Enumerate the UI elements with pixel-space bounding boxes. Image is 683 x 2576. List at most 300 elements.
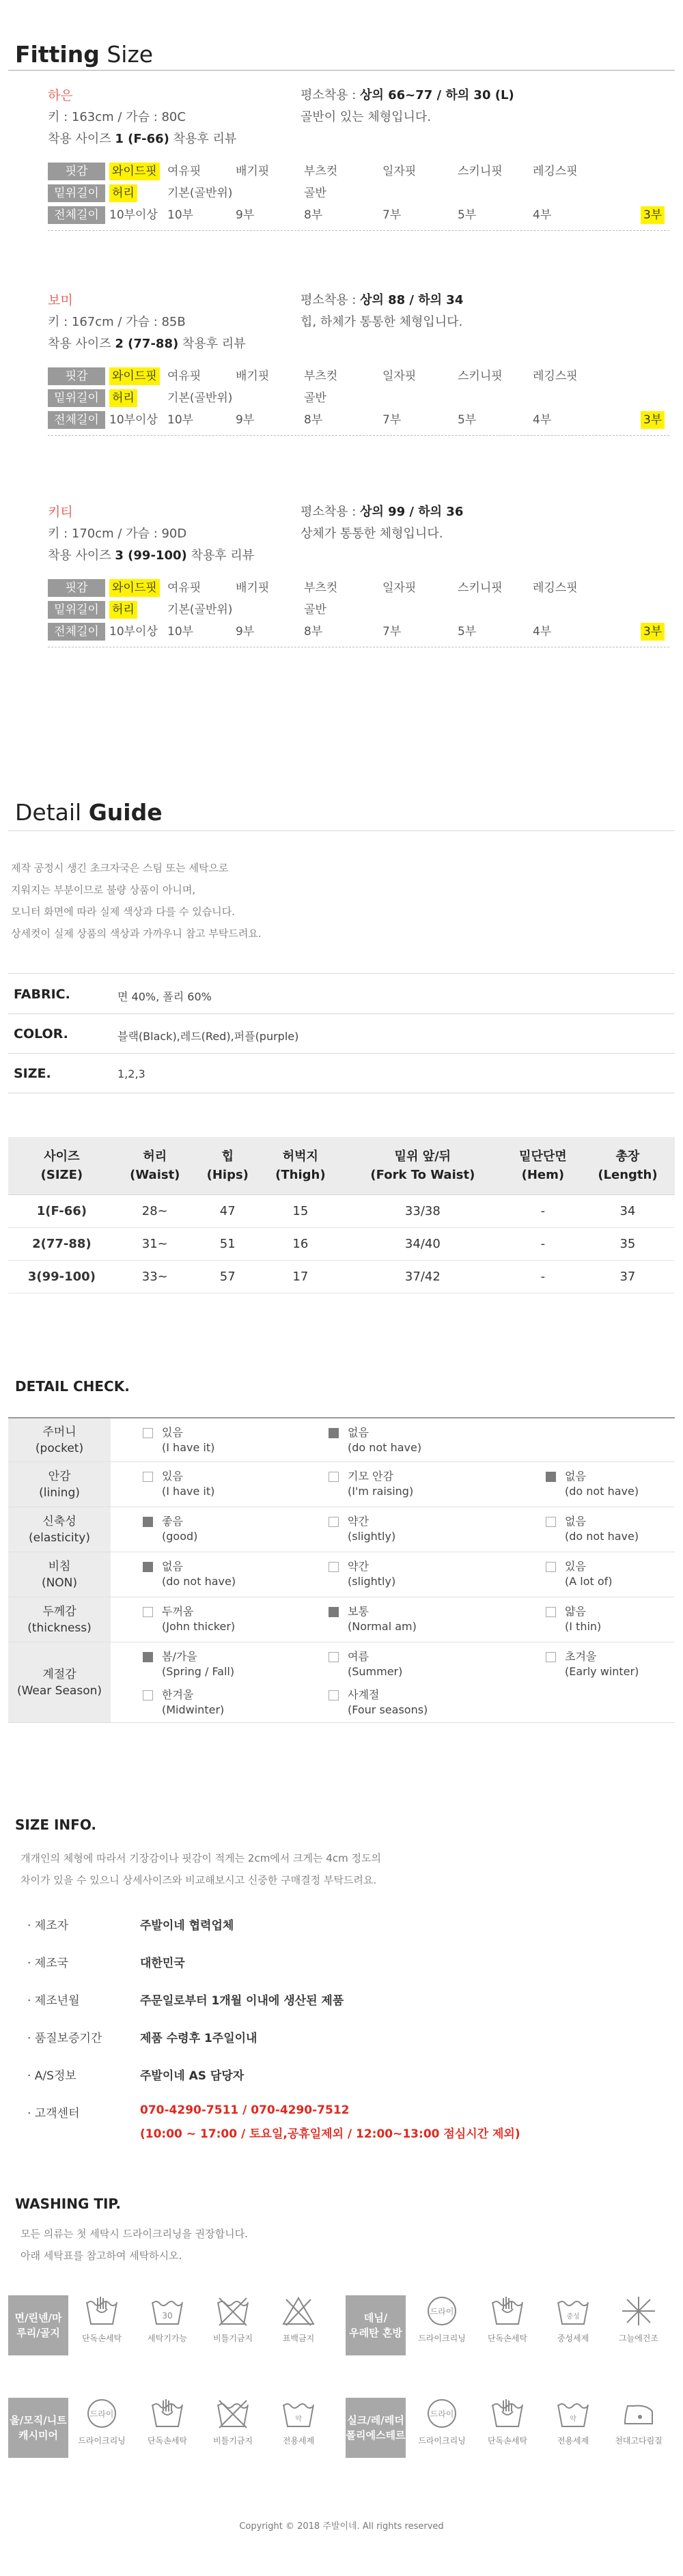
fit-option: 8부 — [304, 625, 323, 639]
check-option — [162, 1604, 235, 1634]
fit-option: 일자핏 — [382, 369, 417, 383]
label-text — [42, 1558, 77, 1591]
check-row-label — [8, 1642, 111, 1722]
option-ko: 없음 — [565, 1515, 586, 1528]
check-option — [348, 1425, 421, 1455]
fit-option: 3부 — [641, 206, 665, 224]
size-table-header — [8, 1137, 115, 1194]
hand-wash-icon — [137, 2396, 198, 2431]
option-en: (good) — [162, 1530, 198, 1543]
length-row — [48, 623, 663, 643]
size-table-cell: 17 — [261, 1260, 340, 1293]
fit-option: 골반 — [304, 603, 326, 617]
fit-option: 10부 — [167, 208, 194, 222]
option-en: (Summer) — [348, 1665, 403, 1678]
info-key: · 제조자 — [27, 1919, 69, 1933]
wear-suffix: 착용후 리뷰 — [169, 132, 237, 146]
size-table-cell: 57 — [195, 1260, 261, 1293]
shade-dry-icon — [608, 2294, 669, 2328]
size-table-cell: - — [505, 1194, 581, 1227]
size-table-cell: 33~ — [115, 1260, 195, 1293]
option-ko: 있음 — [162, 1470, 183, 1483]
unchecked-box-icon — [143, 1607, 153, 1617]
fabric-label-text — [15, 2310, 62, 2340]
usual-size: 상의 66~77 / 하의 30 (L) — [360, 88, 514, 102]
row-label-tag: 핏감 — [48, 163, 105, 180]
fit-option: 기본(골반위) — [167, 391, 233, 405]
check-option — [565, 1604, 601, 1634]
wear-suffix: 착용후 리뷰 — [186, 548, 255, 563]
fitting-model-block — [0, 85, 683, 290]
fabric-line: 폴리에스테르 — [346, 2429, 406, 2441]
fit-option: 골반 — [304, 186, 326, 200]
washing-tip-title: WASHING TIP. — [15, 2196, 122, 2212]
hand-wash-icon — [477, 2396, 538, 2431]
detail-check-title: DETAIL CHECK. — [15, 1378, 130, 1395]
size-table-cell: 33/38 — [340, 1194, 505, 1227]
option-ko: 두꺼움 — [162, 1605, 194, 1618]
size-table-header — [581, 1137, 675, 1194]
model-wear-size — [48, 334, 246, 352]
care-symbol — [477, 2294, 538, 2344]
row-label-tag: 밑위길이 — [48, 389, 105, 407]
care-symbol — [202, 2396, 264, 2446]
care-caption: 드라이크리닝 — [418, 2334, 466, 2343]
label-text — [29, 1513, 90, 1546]
size-table-header — [115, 1137, 195, 1194]
fit-option: 4부 — [533, 413, 552, 427]
size-table-cell: 15 — [261, 1194, 340, 1227]
header-en: (SIZE) — [40, 1167, 83, 1182]
option-ko: 좋음 — [162, 1515, 183, 1528]
detail-note: 제작 공정시 생긴 초크자국은 스팀 또는 세탁으로 — [11, 862, 229, 874]
option-ko: 여름 — [348, 1650, 369, 1663]
header-ko: 사이즈 — [44, 1149, 80, 1164]
wear-prefix: 착용 사이즈 — [48, 548, 115, 563]
detail-check-table — [8, 1417, 675, 1779]
row-label-tag: 전체길이 — [48, 206, 105, 224]
option-en: (Spring / Fall) — [162, 1665, 235, 1678]
fabric-label — [346, 2295, 406, 2355]
care-caption: 드라이크리닝 — [418, 2436, 466, 2446]
option-en: (Four seasons) — [348, 1703, 428, 1716]
size-table-header — [195, 1137, 261, 1194]
option-ko: 기모 안감 — [348, 1470, 393, 1483]
care-symbol — [71, 2294, 133, 2344]
info-value: 주발이네 AS 담당자 — [140, 2069, 245, 2083]
spec-color — [8, 1014, 675, 1054]
option-ko: 약간 — [348, 1515, 369, 1528]
detail-check-row — [8, 1507, 675, 1552]
info-value: 제품 수령후 1주일이내 — [140, 2032, 257, 2045]
svg-text:드라이: 드라이 — [430, 2409, 454, 2419]
spec-size — [8, 1054, 675, 1093]
label-text — [17, 1666, 102, 1699]
wear-prefix: 착용 사이즈 — [48, 337, 115, 351]
dry-clean-icon — [71, 2396, 133, 2431]
header-ko: 힙 — [221, 1149, 234, 1164]
check-option — [162, 1559, 236, 1589]
unchecked-box-icon — [546, 1517, 556, 1527]
rise-row — [48, 184, 663, 205]
check-option — [348, 1469, 413, 1499]
washing-note: 아래 세탁표를 참고하여 세탁하시오. — [20, 2250, 182, 2262]
fit-option: 와이드핏 — [109, 163, 160, 180]
wear-size: 3 (99-100) — [115, 548, 187, 563]
fit-option: 허리 — [109, 184, 137, 202]
gentle-wash-icon — [268, 2396, 329, 2431]
fabric-line: 실크/레/레더 — [347, 2414, 404, 2426]
fitting-title-rule — [8, 70, 675, 71]
option-en: (I'm raising) — [348, 1485, 414, 1498]
fit-option: 10부이상 — [109, 208, 158, 222]
option-ko: 있음 — [565, 1560, 586, 1573]
unchecked-box-icon — [329, 1652, 339, 1662]
fitting-model-block — [0, 502, 683, 707]
size-table-cell: 37 — [581, 1260, 675, 1293]
fit-option: 4부 — [533, 625, 552, 639]
size-table-cell: 1(F-66) — [8, 1194, 115, 1227]
checked-box-icon — [143, 1562, 153, 1572]
care-caption: 비틀기금지 — [213, 2436, 253, 2446]
size-info-note: 차이가 있을 수 있으니 상세사이즈와 비교해보시고 신중한 구매결정 부탁드려요. — [20, 1874, 377, 1886]
care-caption: 전용세제 — [282, 2436, 315, 2446]
fit-option: 레깅스핏 — [533, 581, 578, 595]
svg-text:중성: 중성 — [566, 2313, 580, 2321]
fabric-line: 루리/골지 — [16, 2327, 60, 2339]
detail-check-row — [8, 1597, 675, 1642]
label-en: (lining) — [39, 1485, 80, 1500]
check-option — [162, 1688, 224, 1718]
info-key: · A/S정보 — [27, 2069, 76, 2083]
fit-option: 와이드핏 — [109, 579, 160, 597]
fit-option: 10부 — [167, 413, 194, 427]
copyright: Copyright © 2018 주발이네. All rights reserved — [239, 2521, 444, 2532]
svg-text:드라이: 드라이 — [430, 2307, 454, 2316]
header-ko: 밑단단면 — [519, 1149, 567, 1164]
option-ko: 없음 — [162, 1560, 183, 1573]
care-symbol — [542, 2396, 604, 2446]
label-en: (elasticity) — [29, 1530, 90, 1545]
unchecked-box-icon — [329, 1517, 339, 1527]
fit-option: 기본(골반위) — [167, 603, 233, 617]
fit-option: 레깅스핏 — [533, 369, 578, 383]
care-symbol — [477, 2396, 538, 2446]
option-en: (I thin) — [565, 1620, 602, 1633]
fit-option: 여유핏 — [167, 581, 201, 595]
fit-option: 배기핏 — [236, 369, 270, 383]
fit-row — [48, 163, 663, 183]
care-caption: 단독손세탁 — [488, 2334, 527, 2343]
checked-box-icon — [143, 1652, 153, 1662]
model-body-note: 상체가 통통한 체형입니다. — [301, 527, 443, 541]
label-ko: 주머니 — [42, 1425, 76, 1439]
fit-option: 스키니핏 — [458, 369, 503, 383]
unchecked-box-icon — [143, 1428, 153, 1438]
option-ko: 없음 — [565, 1470, 586, 1483]
fit-option: 7부 — [382, 625, 402, 639]
label-text — [36, 1424, 83, 1457]
fit-option: 9부 — [236, 208, 255, 222]
check-option — [348, 1604, 417, 1634]
dry-clean-icon — [411, 2396, 473, 2431]
model-name: 하은 — [48, 88, 73, 103]
label-text — [39, 1468, 80, 1501]
size-table-cell: 51 — [195, 1227, 261, 1260]
label-text — [27, 1604, 92, 1636]
unchecked-box-icon — [329, 1690, 339, 1700]
option-en: (I have it) — [162, 1485, 215, 1498]
spec-value: 블랙(Black),레드(Red),퍼플(purple) — [117, 1030, 299, 1043]
care-caption: 단독손세탁 — [148, 2436, 187, 2446]
label-ko: 계절감 — [42, 1667, 76, 1681]
care-caption: 드라이크리닝 — [78, 2436, 126, 2446]
spec-fabric — [8, 975, 675, 1014]
care-caption: 중성세제 — [557, 2334, 589, 2343]
size-info-notes — [20, 1847, 381, 1891]
option-en: (do not have) — [565, 1485, 639, 1498]
header-en: (Fork To Waist) — [370, 1167, 475, 1182]
machine-wash-icon — [137, 2294, 198, 2328]
usual-size: 상의 88 / 하의 34 — [360, 293, 464, 307]
size-table-cell: 37/42 — [340, 1260, 505, 1293]
label-ko: 두께감 — [42, 1604, 76, 1619]
detail-title: Detail Guide — [15, 799, 163, 826]
size-table-header — [261, 1137, 340, 1194]
label-en: (thickness) — [27, 1621, 92, 1635]
fit-option: 와이드핏 — [109, 367, 160, 385]
fit-option: 3부 — [641, 411, 665, 429]
care-caption: 비틀기금지 — [213, 2334, 253, 2343]
checked-box-icon — [546, 1472, 556, 1482]
svg-text:30: 30 — [162, 2311, 173, 2321]
fabric-label-text — [10, 2413, 66, 2443]
size-table-cell: - — [505, 1260, 581, 1293]
fit-option: 허리 — [109, 389, 137, 407]
header-ko: 허벅지 — [282, 1149, 318, 1164]
size-info-title: SIZE INFO. — [15, 1817, 96, 1833]
header-ko: 허리 — [143, 1149, 167, 1164]
info-key: · 제조년월 — [27, 1994, 80, 2008]
care-symbol — [411, 2294, 473, 2344]
check-option — [348, 1559, 395, 1589]
detail-check-row — [8, 1418, 675, 1462]
fit-option: 여유핏 — [167, 369, 201, 383]
check-option — [162, 1514, 197, 1544]
option-ko: 얇음 — [565, 1605, 586, 1618]
fit-option: 9부 — [236, 625, 255, 639]
size-table — [8, 1137, 675, 1293]
size-table-cell: 2(77-88) — [8, 1227, 115, 1260]
fit-option: 10부 — [167, 625, 194, 639]
svg-text:약: 약 — [570, 2416, 576, 2423]
phone-numbers: 070-4290-7511 / 070-4290-7512 — [140, 2103, 350, 2117]
fit-option: 부츠컷 — [304, 581, 338, 595]
fabric-label — [8, 2398, 68, 2458]
usual-prefix: 평소착용 : — [301, 505, 361, 519]
business-hours: (10:00 ~ 17:00 / 토요일,공휴일제외 / 12:00~13:00 점심시간 제외) — [140, 2127, 520, 2141]
care-caption: 세탁기가능 — [148, 2334, 187, 2343]
dotted-divider — [48, 230, 669, 231]
header-en: (Hips) — [206, 1167, 249, 1182]
washing-row — [8, 2387, 675, 2469]
check-row-label — [8, 1552, 111, 1597]
check-option — [162, 1425, 214, 1455]
option-en: (Midwinter) — [162, 1703, 225, 1716]
row-label-tag: 전체길이 — [48, 623, 105, 641]
option-en: (Early winter) — [565, 1665, 639, 1678]
fit-option: 7부 — [382, 413, 402, 427]
model-name: 보미 — [48, 293, 73, 308]
option-en: (Normal am) — [348, 1620, 417, 1633]
model-wear-size — [48, 546, 254, 563]
option-ko: 사계절 — [348, 1688, 380, 1701]
fit-option: 기본(골반위) — [167, 186, 233, 200]
row-label-tag: 밑위길이 — [48, 184, 105, 202]
header-ko: 총장 — [615, 1149, 640, 1164]
check-option — [162, 1469, 214, 1499]
size-table-cell: 35 — [581, 1227, 675, 1260]
fit-option: 골반 — [304, 391, 326, 405]
checked-box-icon — [143, 1517, 153, 1527]
row-label-tag: 전체길이 — [48, 411, 105, 429]
fabric-line: 울/모직/니트 — [10, 2414, 67, 2426]
size-table-header — [340, 1137, 505, 1194]
model-body-size: 키 : 170cm / 가슴 : 90D — [48, 527, 187, 541]
fit-option: 8부 — [304, 413, 323, 427]
wear-size: 1 (F-66) — [115, 132, 169, 146]
fabric-label-text — [346, 2413, 406, 2443]
size-table-row — [8, 1260, 675, 1293]
info-value: 주발이네 협력업체 — [140, 1919, 234, 1933]
size-table-cell: 34 — [581, 1194, 675, 1227]
care-symbol — [137, 2396, 198, 2446]
length-row — [48, 411, 663, 432]
header-en: (Waist) — [130, 1167, 180, 1182]
info-value: 대한민국 — [140, 1957, 185, 1970]
checked-box-icon — [329, 1428, 339, 1438]
model-body-size: 키 : 163cm / 가슴 : 80C — [48, 110, 186, 124]
option-ko: 있음 — [162, 1426, 183, 1439]
label-en: (NON) — [41, 1576, 78, 1590]
care-symbol — [202, 2294, 264, 2344]
fit-option: 부츠컷 — [304, 165, 338, 178]
fit-option: 허리 — [109, 601, 137, 619]
check-option — [565, 1469, 639, 1499]
label-ko: 비침 — [48, 1559, 71, 1573]
dry-clean-icon — [411, 2294, 473, 2328]
spec-value: 1,2,3 — [117, 1067, 145, 1080]
fitting-model-block — [0, 290, 683, 495]
care-symbol — [542, 2294, 604, 2344]
option-ko: 없음 — [348, 1426, 369, 1439]
fit-option: 일자핏 — [382, 581, 417, 595]
model-body-note: 골반이 있는 체형입니다. — [301, 110, 432, 124]
care-symbol — [268, 2396, 329, 2446]
model-name: 키티 — [48, 505, 73, 520]
size-table-cell: 31~ — [115, 1227, 195, 1260]
wear-size: 2 (77-88) — [115, 337, 179, 351]
header-en: (Hem) — [521, 1167, 565, 1182]
option-ko: 약간 — [348, 1560, 369, 1573]
checked-box-icon — [329, 1607, 339, 1617]
label-ko: 안감 — [48, 1469, 71, 1483]
option-en: (do not have) — [565, 1530, 639, 1543]
fabric-label-text — [349, 2310, 402, 2340]
check-option — [348, 1514, 395, 1544]
rise-row — [48, 601, 663, 621]
label-ko: 신축성 — [42, 1514, 76, 1528]
option-ko: 봄/가을 — [162, 1650, 197, 1663]
svg-text:드라이: 드라이 — [89, 2409, 114, 2419]
option-en: (do not have) — [162, 1575, 236, 1588]
fit-option: 스키니핏 — [458, 581, 503, 595]
info-key: · 고객센터 — [27, 2107, 80, 2120]
spec-top-rule — [8, 973, 675, 974]
model-usual-size — [301, 290, 463, 308]
spec-key: COLOR. — [14, 1026, 68, 1041]
fit-row — [48, 367, 663, 388]
fit-option: 7부 — [382, 208, 402, 222]
spec-value: 면 40%, 폴리 60% — [117, 990, 212, 1003]
detail-note: 상세컷이 실제 상품의 색상과 가까우니 참고 부탁드려요. — [11, 927, 262, 940]
fabric-line: 데님/ — [363, 2312, 388, 2324]
check-option — [348, 1688, 428, 1718]
care-caption: 표백금지 — [282, 2334, 315, 2343]
model-wear-size — [48, 129, 236, 147]
fit-option: 배기핏 — [236, 581, 270, 595]
low-iron-icon — [608, 2396, 669, 2431]
fit-option: 8부 — [304, 208, 323, 222]
unchecked-box-icon — [546, 1562, 556, 1572]
care-symbol — [137, 2294, 198, 2344]
fabric-label — [346, 2398, 406, 2458]
unchecked-box-icon — [143, 1472, 153, 1482]
care-symbol — [608, 2294, 669, 2344]
length-row — [48, 206, 663, 227]
wear-prefix: 착용 사이즈 — [48, 132, 115, 146]
size-table-row — [8, 1227, 675, 1260]
size-table-cell: 28~ — [115, 1194, 195, 1227]
fabric-label — [8, 2295, 68, 2355]
care-caption: 단독손세탁 — [82, 2334, 122, 2343]
size-table-cell: - — [505, 1227, 581, 1260]
unchecked-box-icon — [329, 1562, 339, 1572]
spec-key: SIZE. — [14, 1066, 51, 1081]
model-usual-size — [301, 502, 463, 520]
unchecked-box-icon — [329, 1472, 339, 1482]
check-row-label — [8, 1418, 111, 1461]
check-option — [348, 1649, 402, 1679]
svg-text:약: 약 — [295, 2416, 302, 2423]
fabric-line: 우레탄 혼방 — [349, 2327, 402, 2339]
dotted-divider — [48, 435, 669, 436]
row-label-tag: 핏감 — [48, 579, 105, 597]
header-en: (Thigh) — [275, 1167, 326, 1182]
check-option — [162, 1649, 234, 1679]
header-en: (Length) — [598, 1167, 658, 1182]
care-symbol — [268, 2294, 329, 2344]
hand-wash-icon — [71, 2294, 133, 2328]
option-en: (John thicker) — [162, 1620, 236, 1633]
fit-option: 9부 — [236, 413, 255, 427]
usual-prefix: 평소착용 : — [301, 88, 361, 102]
no-bleach-icon — [202, 2294, 264, 2328]
option-en: (slightly) — [348, 1530, 396, 1543]
usual-prefix: 평소착용 : — [301, 293, 361, 307]
no-tumble-icon — [268, 2294, 329, 2328]
unchecked-box-icon — [546, 1607, 556, 1617]
